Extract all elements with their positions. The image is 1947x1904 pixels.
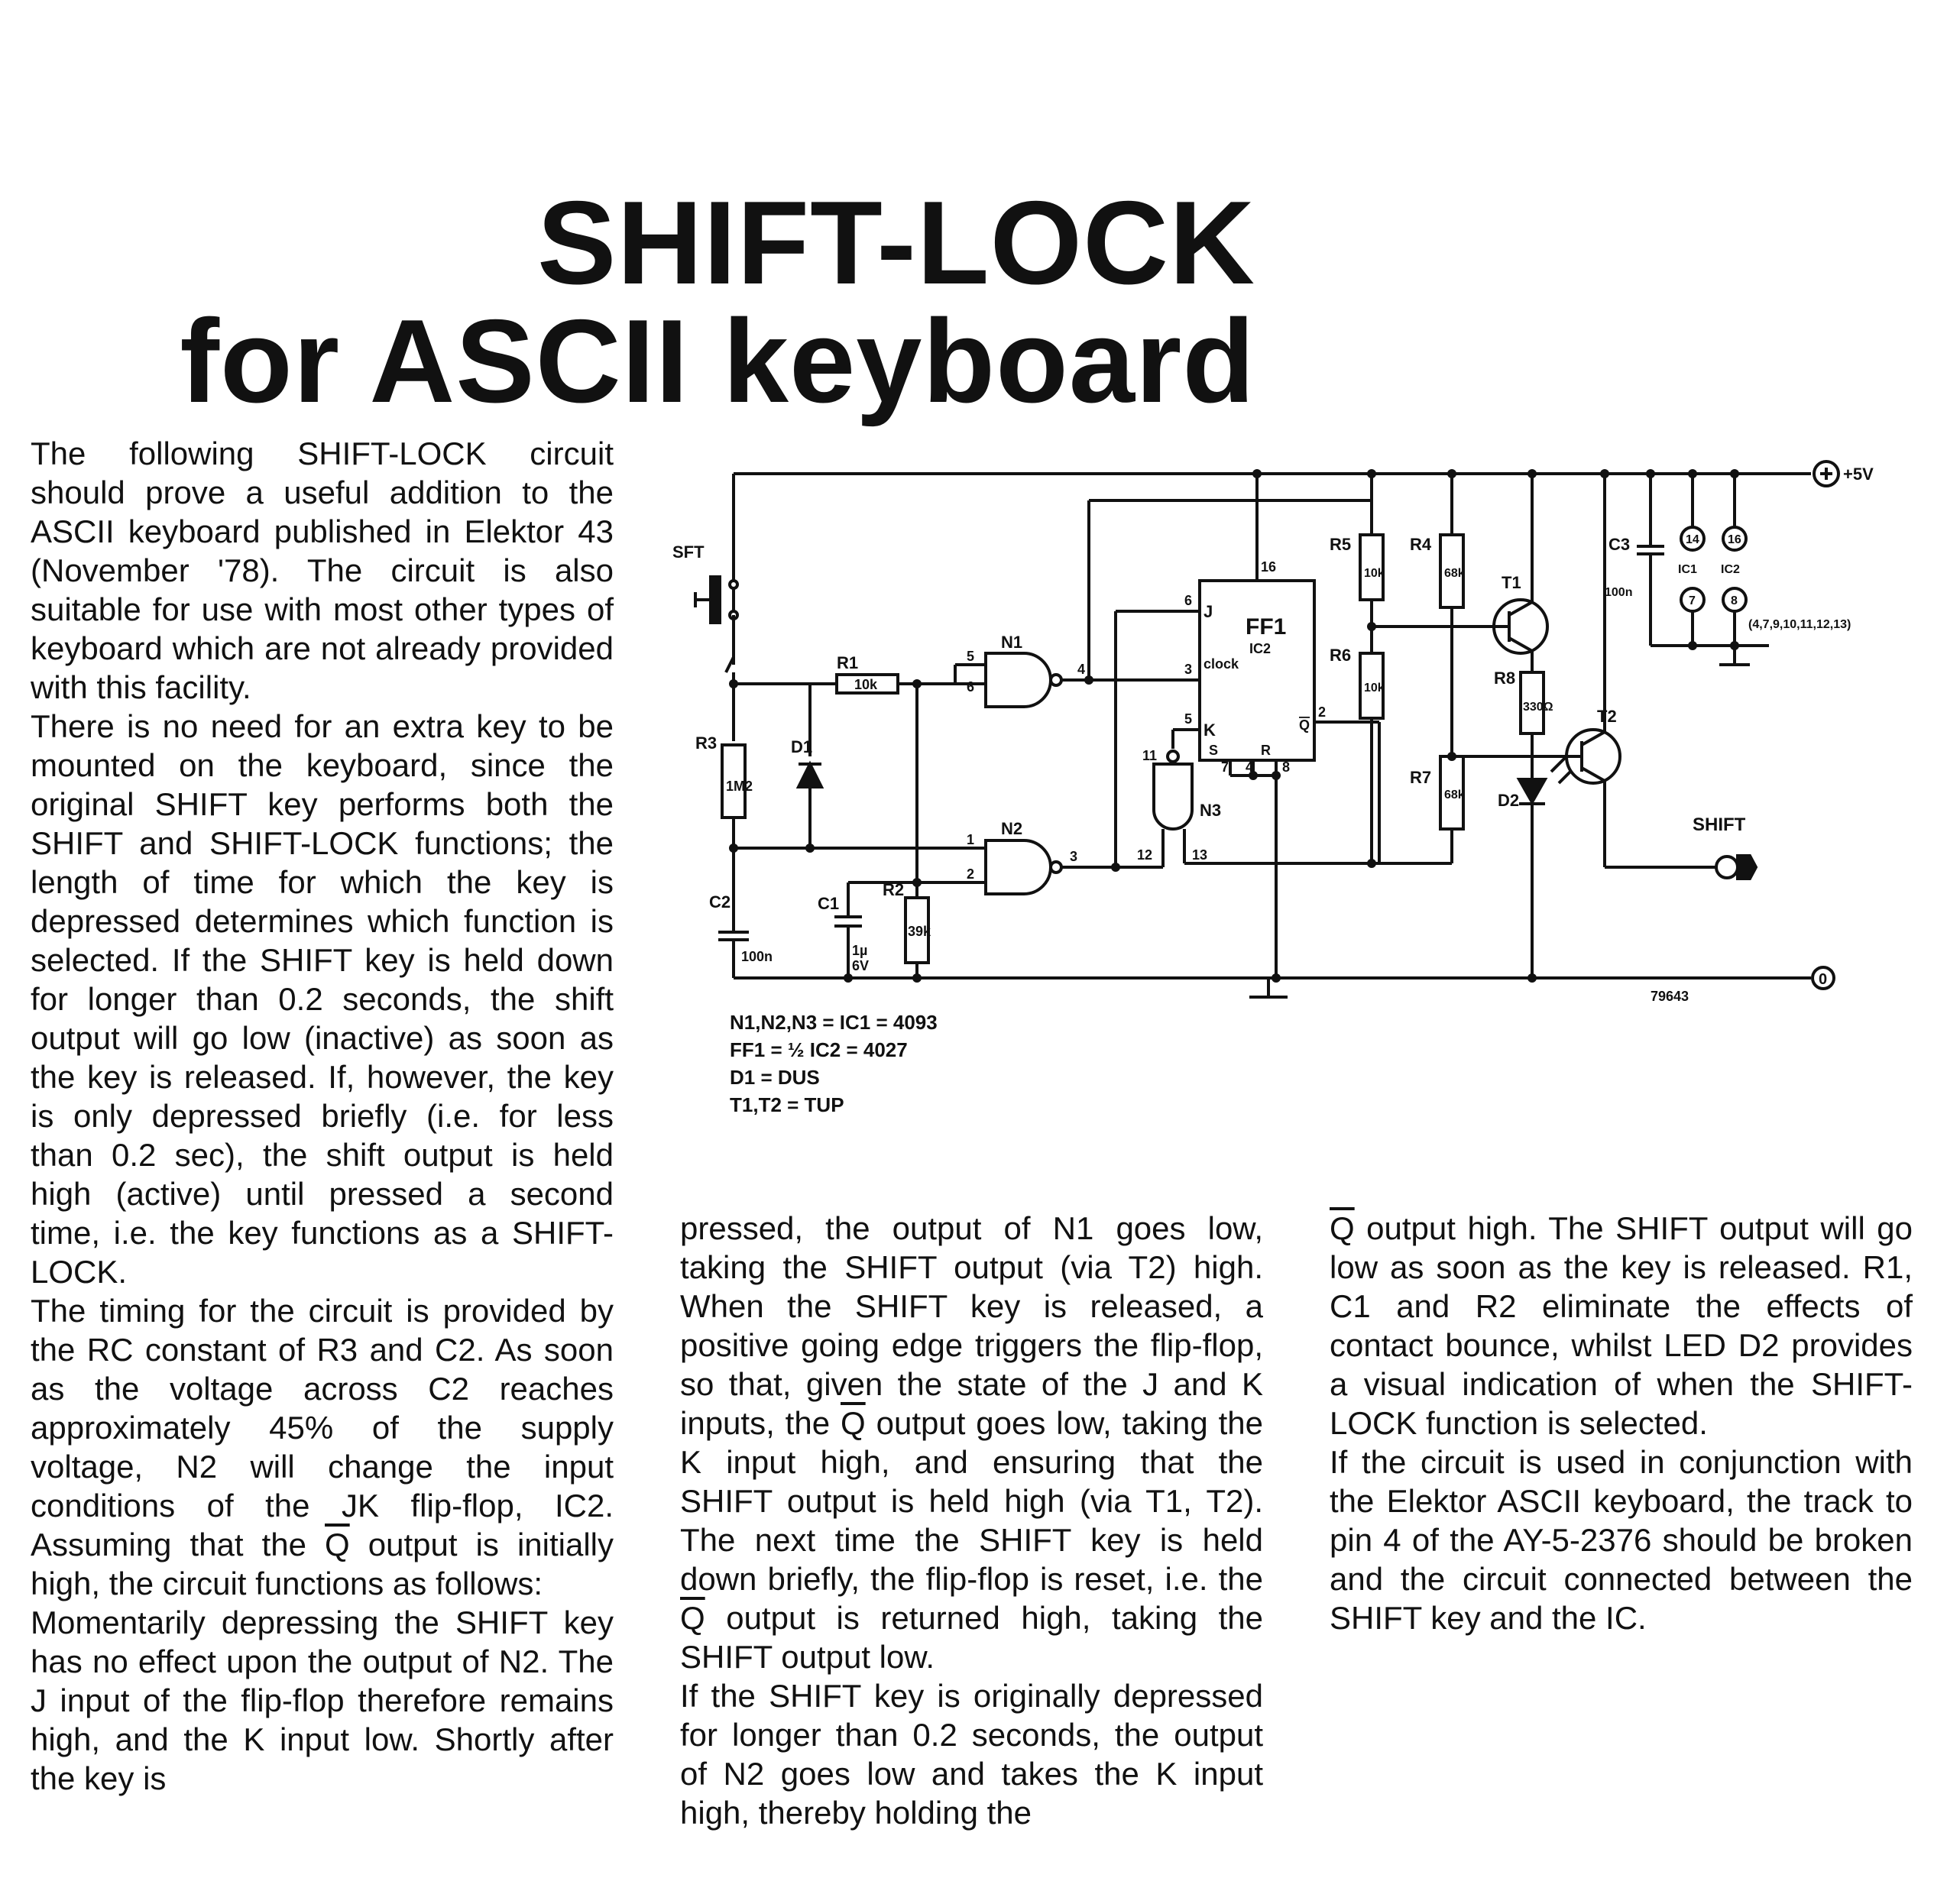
r5-label: R5 <box>1330 535 1352 554</box>
paragraph: The following SHIFT-LOCK circuit should prove a useful addition to the ASCII keyboard published in Elektor 43 (November '78). The circuit is also suitable for use with most other types of keyboard which are not already provided with this facility. <box>31 436 614 705</box>
pin-8-ic2: 8 <box>1731 594 1738 607</box>
title-line-1: SHIFT-LOCK <box>537 176 1255 309</box>
ff1-label: FF1 <box>1246 614 1287 640</box>
pin-3-clock: 3 <box>1184 662 1193 677</box>
switch-label: SFT <box>672 542 705 562</box>
r3-label: R3 <box>695 733 718 753</box>
component-legend <box>730 1009 938 1119</box>
r7-value: 68k <box>1444 788 1465 801</box>
c1-voltage: 6V <box>852 958 870 973</box>
legend-line: T1,T2 = TUP <box>730 1093 844 1116</box>
text-span: output high. The SHIFT output will go low as soon as the key is released. R1, C1 and R2 eliminate the effects of contact bounce, whilst LED D2 provides a visual indication of when the SHIFT-LOCK function is selected. <box>1330 1210 1913 1441</box>
c3-value: 100n <box>1605 586 1633 599</box>
ic2-supply-label: IC2 <box>1721 563 1740 576</box>
n1-label: N1 <box>1001 633 1023 652</box>
pin-r-label: R <box>1261 743 1271 758</box>
paragraph <box>1330 1209 1913 1443</box>
pin-7: 7 <box>1221 759 1229 775</box>
pin-qbar-label: Q <box>1299 717 1310 733</box>
supply-label: +5V <box>1843 465 1874 484</box>
circuit-schematic <box>665 451 1903 1009</box>
c2-value: 100n <box>741 949 773 964</box>
pin-1: 1 <box>967 832 975 847</box>
text-span: output is returned high, taking the SHIFT output low. <box>680 1600 1263 1675</box>
n2-label: N2 <box>1001 819 1023 838</box>
r1-label: R1 <box>837 653 859 672</box>
c2-label: C2 <box>709 892 731 912</box>
paragraph <box>31 1291 614 1603</box>
legend-line: FF1 = ½ IC2 = 4027 <box>730 1038 908 1061</box>
legend-line: D1 = DUS <box>730 1066 820 1089</box>
legend-line: N1,N2,N3 = IC1 = 4093 <box>730 1011 938 1034</box>
figure-reference: 79643 <box>1651 989 1689 1004</box>
r5-value: 10k <box>1364 567 1385 580</box>
r6-value: 10k <box>1364 682 1385 695</box>
article-column-3 <box>1330 1209 1913 1637</box>
r8-value: 330Ω <box>1523 701 1553 714</box>
n3-label: N3 <box>1200 801 1222 820</box>
pin-k-label: K <box>1204 720 1216 740</box>
q-bar: $\overline{Q}$ <box>325 1527 350 1562</box>
shift-output-label: SHIFT <box>1693 814 1746 835</box>
r8-label: R8 <box>1494 669 1516 688</box>
text-span: The timing for the circuit is provided by the RC constant of R3 and C2. As soon as the voltage across C2 reaches approximately 45% of the supply voltage, N2 will change the input conditions of the JK flip-flop, IC2. Assuming that the <box>31 1293 614 1562</box>
pin-2: 2 <box>967 866 975 882</box>
pin-12: 12 <box>1137 847 1153 863</box>
q-bar: $\overline{Q}$ <box>1330 1210 1355 1246</box>
r4-value: 68k <box>1444 567 1465 580</box>
r3-value: 1M2 <box>726 779 753 794</box>
pin-5: 5 <box>967 649 975 664</box>
pin-6: 6 <box>967 679 975 695</box>
ic2-label: IC2 <box>1249 641 1272 656</box>
text-span: output is initially high, the circuit functions as follows: <box>31 1527 614 1601</box>
pin-j-label: J <box>1204 602 1213 621</box>
title-line-2: for ASCII keyboard <box>180 295 1255 427</box>
ic1-label: IC1 <box>1678 563 1697 576</box>
c3-label: C3 <box>1608 535 1631 554</box>
pin-5-k: 5 <box>1184 711 1193 727</box>
text-span: output goes low, taking the K input high, and ensuring that the SHIFT output is held high (via T1, T2). The next time the SHIFT key is held down briefly, the flip-flop is reset, i.e. the <box>680 1405 1264 1597</box>
paragraph: If the SHIFT key is originally depressed for longer than 0.2 seconds, the output of N2 goes low and takes the K input high, thereby holding the <box>680 1678 1263 1831</box>
d2-label: D2 <box>1498 791 1520 810</box>
pin-6-j: 6 <box>1184 593 1193 608</box>
pin-s-label: S <box>1209 743 1219 758</box>
paragraph: There is no need for an extra key to be mounted on the keyboard, since the original SHIFT key performs both the SHIFT and SHIFT-LOCK functions; the length of time for which the key is depressed determines which function is selected. If the SHIFT key is held down for longer than 0.2 seconds, the shift output will go low (inactive) as soon as the key is released. If, however, the key is only depressed briefly (i.e. for less than 0.2 sec), the shift output is held high (active) until pressed a second time, i.e. the key functions as a SHIFT-LOCK. <box>31 708 614 1290</box>
paragraph: If the circuit is used in conjunction with the Elektor ASCII keyboard, the track to pin 4 of the AY-5-2376 should be broken and the circuit connected between the SHIFT key and the IC. <box>1330 1444 1913 1636</box>
r6-label: R6 <box>1330 646 1352 665</box>
article-column-2 <box>680 1209 1263 1832</box>
pin-8: 8 <box>1282 759 1291 775</box>
d1-label: D1 <box>791 737 813 756</box>
pin-4-s: 4 <box>1246 759 1254 775</box>
q-bar: $\overline{Q}$ <box>680 1600 705 1636</box>
t2-label: T2 <box>1597 707 1617 726</box>
r7-label: R7 <box>1410 768 1432 787</box>
pin-7-ic1: 7 <box>1689 594 1696 607</box>
t1-label: T1 <box>1502 573 1521 592</box>
pin-3: 3 <box>1070 849 1078 864</box>
pin-16-ic2: 16 <box>1728 533 1741 546</box>
c1-value: 1µ <box>852 943 868 958</box>
pin-13: 13 <box>1192 847 1208 863</box>
text-span: pressed, the output of N1 goes low, taking the SHIFT output (via T2) high. When the SHIFT key is released, a positive going edge triggers the flip-flop, so that, given the state of the J and K inputs, the <box>680 1210 1263 1441</box>
pin-2-qbar: 2 <box>1318 704 1327 720</box>
clock-label: clock <box>1204 656 1239 672</box>
paragraph <box>680 1209 1263 1676</box>
pin-4: 4 <box>1077 662 1086 677</box>
paragraph: Momentarily depressing the SHIFT key has no effect upon the output of N2. The J input of the flip-flop therefore remains high, and the K input low. Shortly after the key is <box>31 1604 614 1796</box>
pin-14: 14 <box>1686 533 1699 546</box>
pin-16: 16 <box>1261 559 1277 575</box>
ground-label: 0 <box>1819 971 1828 988</box>
c1-label: C1 <box>818 894 840 913</box>
ic2-pins-list: (4,7,9,10,11,12,13) <box>1748 618 1851 631</box>
r2-value: 39k <box>908 924 931 939</box>
article-column-1 <box>31 434 614 1798</box>
r2-label: R2 <box>883 880 905 899</box>
pin-11: 11 <box>1142 748 1158 763</box>
r4-label: R4 <box>1410 535 1432 554</box>
r1-value: 10k <box>854 677 878 692</box>
q-bar: $\overline{Q}$ <box>841 1405 866 1441</box>
